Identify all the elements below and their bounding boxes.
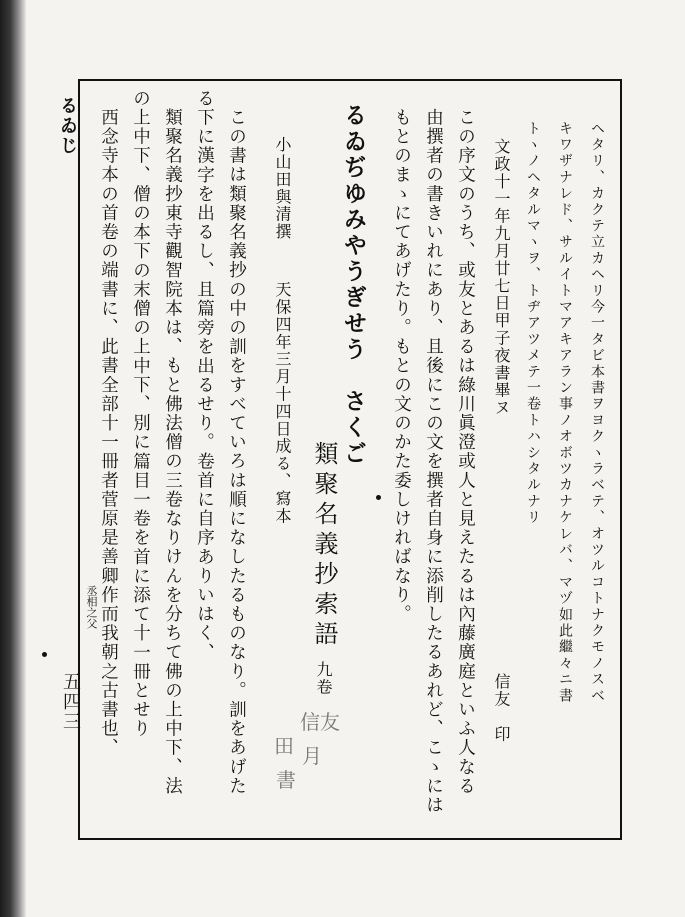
text-frame bbox=[78, 79, 622, 840]
text-column-2: キワザナレド、サルイトマアキアラン事ノオボツカナケレバ、マヅ如此繼々ニ書 bbox=[557, 121, 573, 705]
ink-dot bbox=[42, 652, 47, 657]
text-column-18: 西念寺本の首卷の端書に、此書全部十一冊者菅原是善卿作而我朝之古書也、 bbox=[98, 108, 119, 758]
text-column-6: この序文のうち、或友とあるは綠川眞澄或人と見えたるは內藤廣庭といふ人なる bbox=[455, 108, 476, 796]
seal-mark: 書 bbox=[276, 768, 296, 792]
text-column-16: 類聚名義抄東寺觀智院本は、もと佛法僧の三卷なりけんを分ちて佛の上中下、法 bbox=[162, 108, 183, 796]
seal-mark: 田 bbox=[274, 734, 294, 758]
text-column-3: トヽノヘタルマヽヲ、トヂアツメテ一卷トハシタルナリ bbox=[525, 121, 541, 526]
interlinear-note: 丞相之父 bbox=[85, 585, 98, 629]
page-binding-shadow bbox=[0, 0, 26, 917]
colophon-date: 文政十一年九月廿七日甲子夜書畢ヌ bbox=[492, 138, 511, 417]
seal-mark: 信友 bbox=[300, 710, 340, 734]
running-head: るゐじ bbox=[57, 96, 78, 156]
volume-count: 九卷 bbox=[314, 661, 333, 696]
date-and-format: 天保四年三月十四日成る、寫本 bbox=[273, 281, 292, 525]
entry-heading: るゐぢゆみやうぎせう さくご bbox=[340, 103, 367, 467]
text-column-8: もとのまゝにてあげたり。もとの文のかた委しければなり。 bbox=[391, 108, 412, 624]
text-column-17: の上中下、僧の本下の末僧の上中下、別に篇目一卷を首に添て十一冊とせり bbox=[130, 89, 151, 739]
seal-mark: 月 bbox=[302, 744, 322, 768]
text-column-7: 由撰者の書きいれにあり、且後にこの文を撰者自身に添削したるあれど、こゝには bbox=[423, 108, 444, 815]
ownership-seal-marks bbox=[252, 706, 344, 802]
entry-title: 類聚名義抄索語 bbox=[310, 441, 338, 651]
ink-dot bbox=[376, 495, 381, 500]
author: 小山田與清撰 bbox=[273, 136, 292, 241]
text-column-14: この書は類聚名義抄の中の訓をすべていろは順になしたるものなり。訓をあげた bbox=[226, 108, 247, 796]
text-column-15: る下に漢字を出るし、且篇旁を出るせり。卷首に自序ありいはく、 bbox=[194, 89, 215, 662]
text-column-1: ヘタリ、カクテ立カヘリ今一タビ本書ヲヨクヽラベテ、オツルコトナクモノスベ bbox=[589, 121, 605, 705]
colophon-signature: 信友 印 bbox=[492, 673, 511, 743]
page-number: 五四三 bbox=[60, 672, 81, 732]
